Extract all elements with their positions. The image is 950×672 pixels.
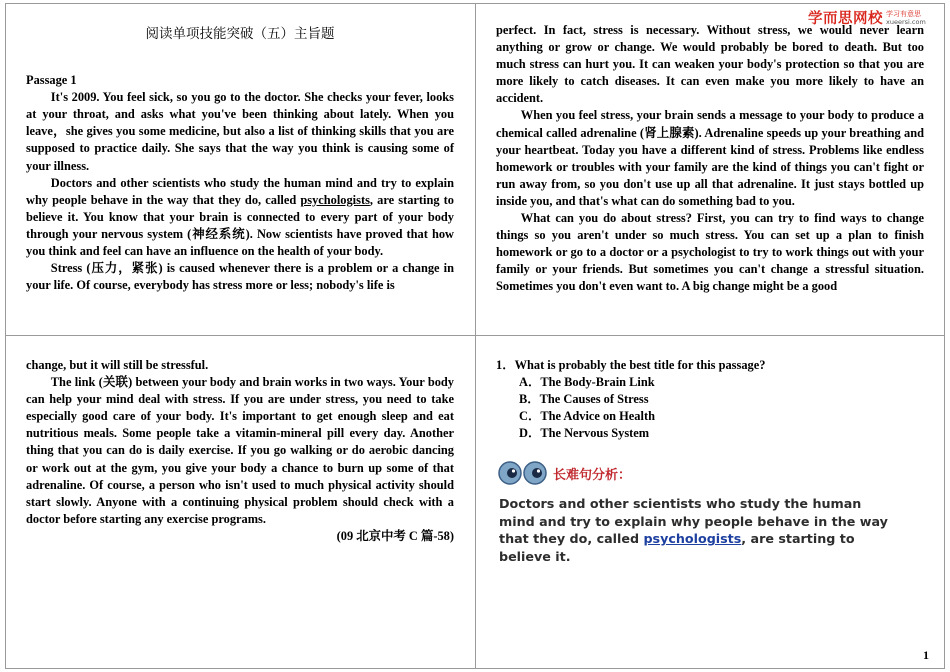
panel-top-right <box>496 22 924 296</box>
panel-top-left <box>26 26 454 294</box>
text-run: Doctors and other scientists who study the human mind and try to explain why people behave in the way that they do, called <box>26 175 454 207</box>
analysis-keyword: psychologists <box>643 531 742 547</box>
answer-option: C．The Advice on Health <box>519 409 655 424</box>
page-number: 1 <box>923 648 929 662</box>
paragraph: It's 2009. You feel sick, so you go to the doctor. She checks your fever, looks at your throat, and asks what you've been thinking about lately. When you leave，she gives you some medicine, but also a list of thinking skills that you are supposed to practice daily. She says that the way you think is causing some of your illness. <box>26 90 454 173</box>
paragraph: Stress (压力，紧张) is caused whenever there is a problem or a change in your life. Of course, everybody has stress more or less; nobody's life is <box>26 261 454 293</box>
source-citation: (09 北京中考 C 篇-58) <box>336 528 454 543</box>
vertical-divider <box>475 3 476 669</box>
paragraph <box>26 175 454 260</box>
analysis-header <box>498 460 631 486</box>
logo-text: 学而思网校 <box>808 11 883 27</box>
horizontal-divider <box>5 335 945 336</box>
paragraph: The link (关联) between your body and brain works in two ways. Your body can help your mind deal with stress. If you are under stress, you need to take especially good care of your body. It's important to get enough sleep and eat nutritious meals. Some people take a vitamin-mineral pill every day. Another thing that you can do is daily exercise. If you go walking or do aerobic dancing or work out at the gym, you give your body a chance to burn up some of that adrenaline. Of course, a person who isn't used to much physical activity should start slowly. Anyone with a continuing physical problem should check with a doctor before starting any exercise programs. <box>26 375 454 526</box>
logo-slogan: 学习有意思 <box>886 9 921 18</box>
paragraph: change, but it will still be stressful. <box>26 358 209 372</box>
paragraph: perfect. In fact, stress is necessary. Without stress, we would never learn anything or grow or change. We would probably be bored to death. But too much stress can hurt you. It can weaken your body's protection so that you are more likely to catch diseases. It can even make you more likely to have an accident. <box>496 23 924 106</box>
panel-bottom-right <box>496 357 926 442</box>
logo-url: xueersi.com <box>886 17 926 26</box>
eyes-icon <box>498 460 548 486</box>
paragraph: What can you do about stress? First, you can try to find ways to change things so you aren't under so much stress. You can set up a plan to finish homework or go to a doctor or a psychologist to try to work things out with your family or your friends. But sometimes you can't change a stressful situation. Sometimes you don't even want to. A big change might be a good <box>496 211 924 294</box>
text-run: , are starting to believe it. <box>499 531 855 564</box>
passage-label: Passage 1 <box>26 73 77 88</box>
page-title: 阅读单项技能突破（五）主旨题 <box>145 26 335 42</box>
panel-bottom-left <box>26 357 454 545</box>
text-run: Doctors and other scientists who study the human mind and try to explain why people behave in the way that they do, called <box>499 496 888 547</box>
answer-option: B．The Causes of Stress <box>519 392 649 407</box>
analysis-sentence <box>499 495 899 565</box>
question-text: 1．What is probably the best title for this passage? <box>496 358 766 372</box>
answer-option: A．The Body-Brain Link <box>519 375 655 390</box>
analysis-label: 长难句分析： <box>553 467 632 483</box>
keyword-psychologists: psychologists <box>300 192 370 207</box>
answer-option: D．The Nervous System <box>519 426 650 441</box>
paragraph: When you feel stress, your brain sends a message to your body to produce a chemical called adrenaline (肾上腺素). Adrenaline speeds up your breathing and your heartbeat. Today you have a different kind of stress. Problems like endless homework or troubles with your family are the kind of things you can't fight or run away from, so you don't use up all that adrenaline. It just stays bottled up inside you, and that's what can do something bad to you. <box>496 108 924 208</box>
text-run: , are starting to believe it. You know that your brain is connected to every part of your body through your nervous system (神经系统). Now scientists have proved that how you think and feel can have an influence on the health of your body. <box>26 192 454 259</box>
